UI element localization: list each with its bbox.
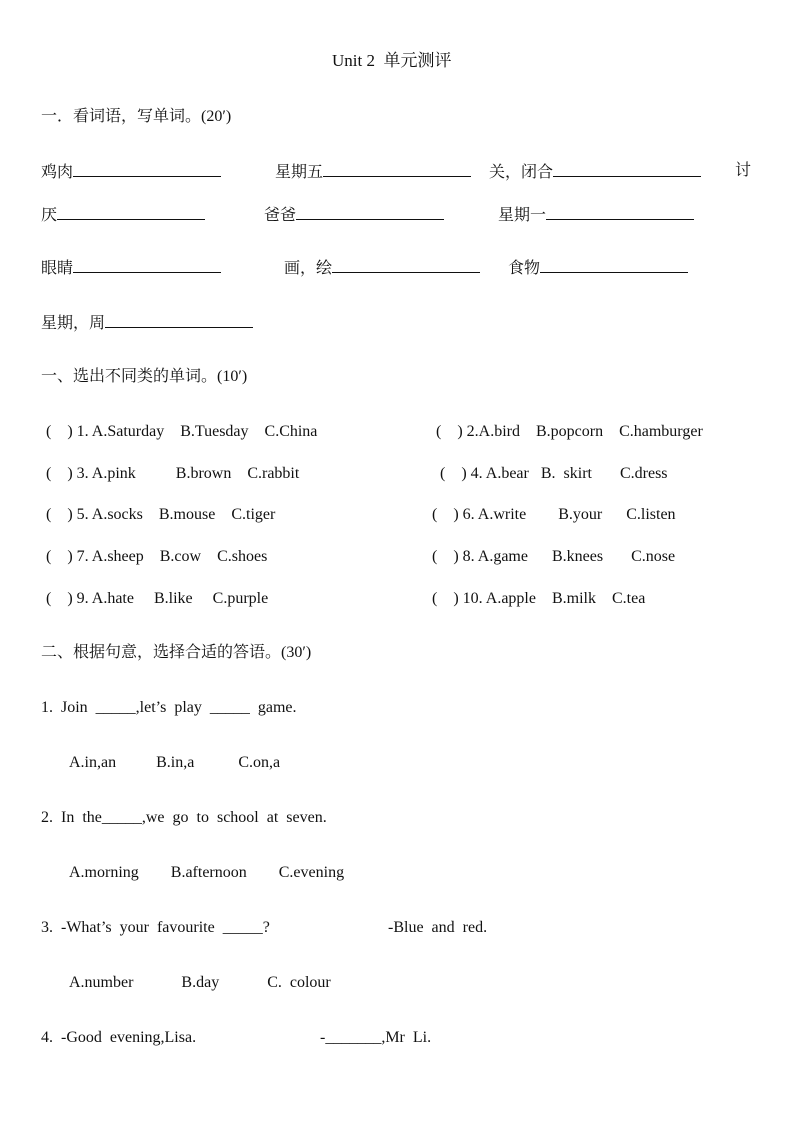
answer-options: A.in,an B.in,a C.on,a [69,754,281,771]
vocab-item: 星期一 [498,204,694,226]
question-item: ( ) 4. A.bear B. skirt C.dress [440,465,668,482]
vocab-item: 眼睛 [41,257,221,279]
question-item: ( ) 1. A.Saturday B.Tuesday C.China [46,423,318,440]
section-1-heading: 一．看词语，写单词。(20′) [41,108,232,125]
dialog-answer: -Blue and red. [388,919,488,936]
question-item: ( ) 5. A.socks B.mouse C.tiger [46,506,276,523]
answer-blank[interactable] [73,161,221,177]
question-item: ( ) 9. A.hate B.like C.purple [46,590,269,607]
page-title: Unit 2 单元测评 [332,51,452,70]
answer-blank[interactable] [332,257,480,273]
answer-options: A.morning B.afternoon C.evening [69,864,345,881]
question-text: 1. Join _____,let’s play _____ game. [41,699,297,716]
question-text: 2. In the_____,we go to school at seven. [41,809,327,826]
vocab-item: 爸爸 [264,204,444,226]
question-item: ( ) 6. A.write B.your C.listen [432,506,676,523]
answer-blank[interactable] [546,204,694,220]
answer-blank[interactable] [73,257,221,273]
vocab-item: 食物 [508,257,688,279]
vocab-item-split: 讨 [735,162,752,179]
vocab-item: 星期，周 [41,312,253,334]
question-item: ( ) 8. A.game B.knees C.nose [432,548,676,565]
answer-blank[interactable] [540,257,688,273]
question-item: ( ) 3. A.pink B.brown C.rabbit [46,465,300,482]
vocab-item: 星期五 [275,161,471,183]
section-2-heading: 一、选出不同类的单词。(10′) [41,368,248,385]
answer-blank[interactable] [553,161,701,177]
question-item: ( ) 7. A.sheep B.cow C.shoes [46,548,268,565]
vocab-item: 厌 [41,204,205,226]
vocab-item: 画，绘 [284,257,480,279]
dialog-answer: -_______,Mr Li. [320,1029,432,1046]
section-3-heading: 二、根据句意，选择合适的答语。(30′) [41,644,312,661]
answer-options: A.number B.day C. colour [69,974,331,991]
question-item: ( ) 2.A.bird B.popcorn C.hamburger [436,423,703,440]
question-item: ( ) 10. A.apple B.milk C.tea [432,590,646,607]
answer-blank[interactable] [57,204,205,220]
answer-blank[interactable] [296,204,444,220]
answer-blank[interactable] [105,312,253,328]
vocab-item: 鸡肉 [41,161,221,183]
question-text: 4. -Good evening,Lisa. [41,1029,197,1046]
vocab-item: 关，闭合 [489,161,701,183]
answer-blank[interactable] [323,161,471,177]
question-text: 3. -What’s your favourite _____? [41,919,270,936]
